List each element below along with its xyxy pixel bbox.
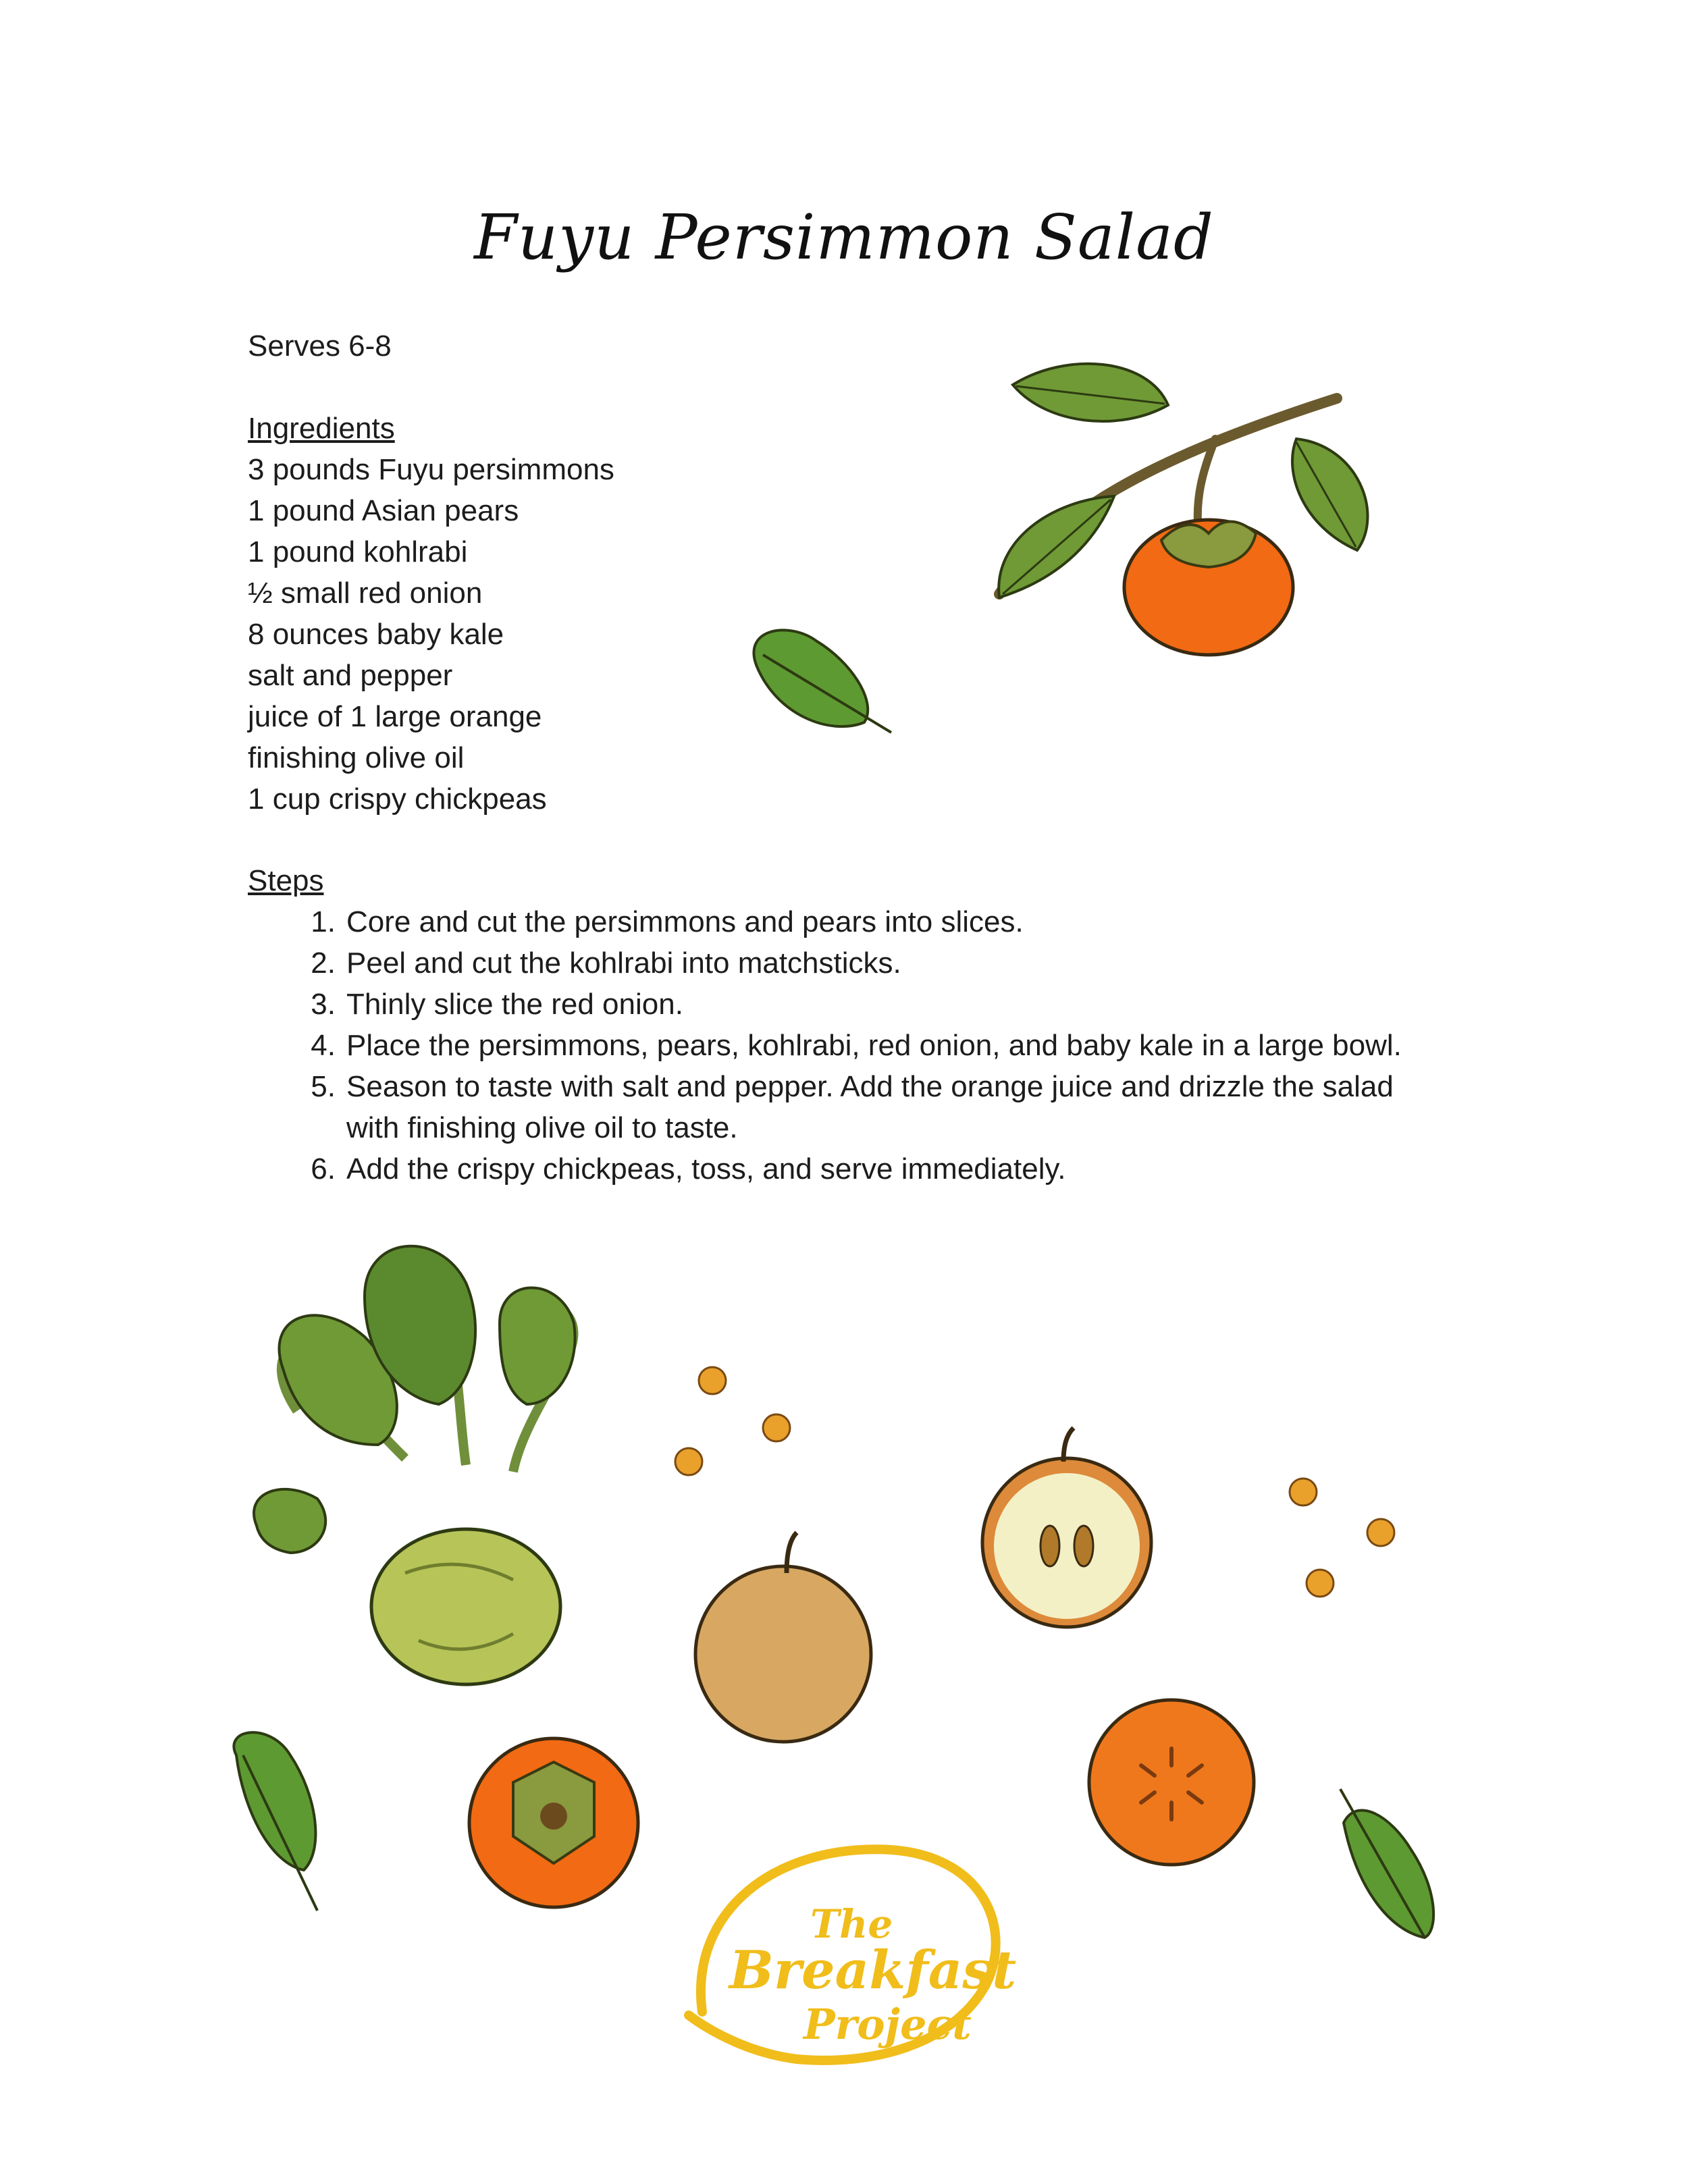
logo-line3: Project bbox=[803, 2000, 972, 2049]
step-text: Season to taste with salt and pepper. Add the orange juice and drizzle the salad with finishing olive oil to taste. bbox=[346, 1070, 1394, 1144]
step-number: 3 . bbox=[295, 984, 336, 1025]
ingredient-item: salt and pepper bbox=[248, 659, 453, 692]
step-number: 4 . bbox=[295, 1025, 336, 1066]
ingredient-item: 3 pounds Fuyu persimmons bbox=[248, 453, 614, 486]
persimmon-branch-illustration bbox=[999, 364, 1367, 655]
step-text: Peel and cut the kohlrabi into matchsticks. bbox=[346, 947, 901, 980]
step-number: 2 . bbox=[295, 942, 336, 984]
step-text: Place the persimmons, pears, kohlrabi, red onion, and baby kale in a large bowl. bbox=[346, 1029, 1402, 1062]
kale-leaf-left-illustration bbox=[234, 1732, 317, 1911]
ingredient-item: 1 cup crispy chickpeas bbox=[248, 782, 547, 816]
ingredient-item: 1 pound Asian pears bbox=[248, 494, 519, 527]
step-number: 5 . bbox=[295, 1066, 336, 1107]
ingredient-item: finishing olive oil bbox=[248, 741, 465, 774]
logo-line2: Breakfast bbox=[729, 1940, 1017, 2001]
step-text: Core and cut the persimmons and pears into slices. bbox=[346, 905, 1024, 938]
halved-pear-illustration bbox=[982, 1428, 1151, 1627]
kohlrabi-illustration bbox=[254, 1246, 575, 1684]
step-number: 1 . bbox=[295, 901, 336, 942]
ingredient-item: 8 ounces baby kale bbox=[248, 618, 504, 651]
ingredient-item: 1 pound kohlrabi bbox=[248, 535, 468, 568]
logo-line1: The bbox=[810, 1901, 893, 1947]
step-number: 6 . bbox=[295, 1148, 336, 1190]
kale-leaf-right-illustration bbox=[1340, 1789, 1433, 1938]
step-text: Thinly slice the red onion. bbox=[346, 988, 683, 1021]
persimmon-top-illustration bbox=[469, 1738, 638, 1907]
ingredients-heading: Ingredients bbox=[248, 412, 395, 445]
breakfast-project-logo bbox=[689, 1849, 1016, 2060]
serving-size: Serves 6-8 bbox=[248, 329, 392, 363]
persimmon-slice-illustration bbox=[1089, 1700, 1254, 1865]
recipe-title: Fuyu Persimmon Salad bbox=[474, 201, 1214, 273]
steps-heading: Steps bbox=[248, 864, 324, 897]
step-text: Add the crispy chickpeas, toss, and serve immediately. bbox=[346, 1152, 1066, 1186]
ingredient-item: ½ small red onion bbox=[248, 577, 483, 610]
asian-pear-illustration bbox=[695, 1533, 871, 1742]
ingredient-item: juice of 1 large orange bbox=[248, 700, 542, 733]
kale-leaf-illustration bbox=[754, 630, 891, 733]
